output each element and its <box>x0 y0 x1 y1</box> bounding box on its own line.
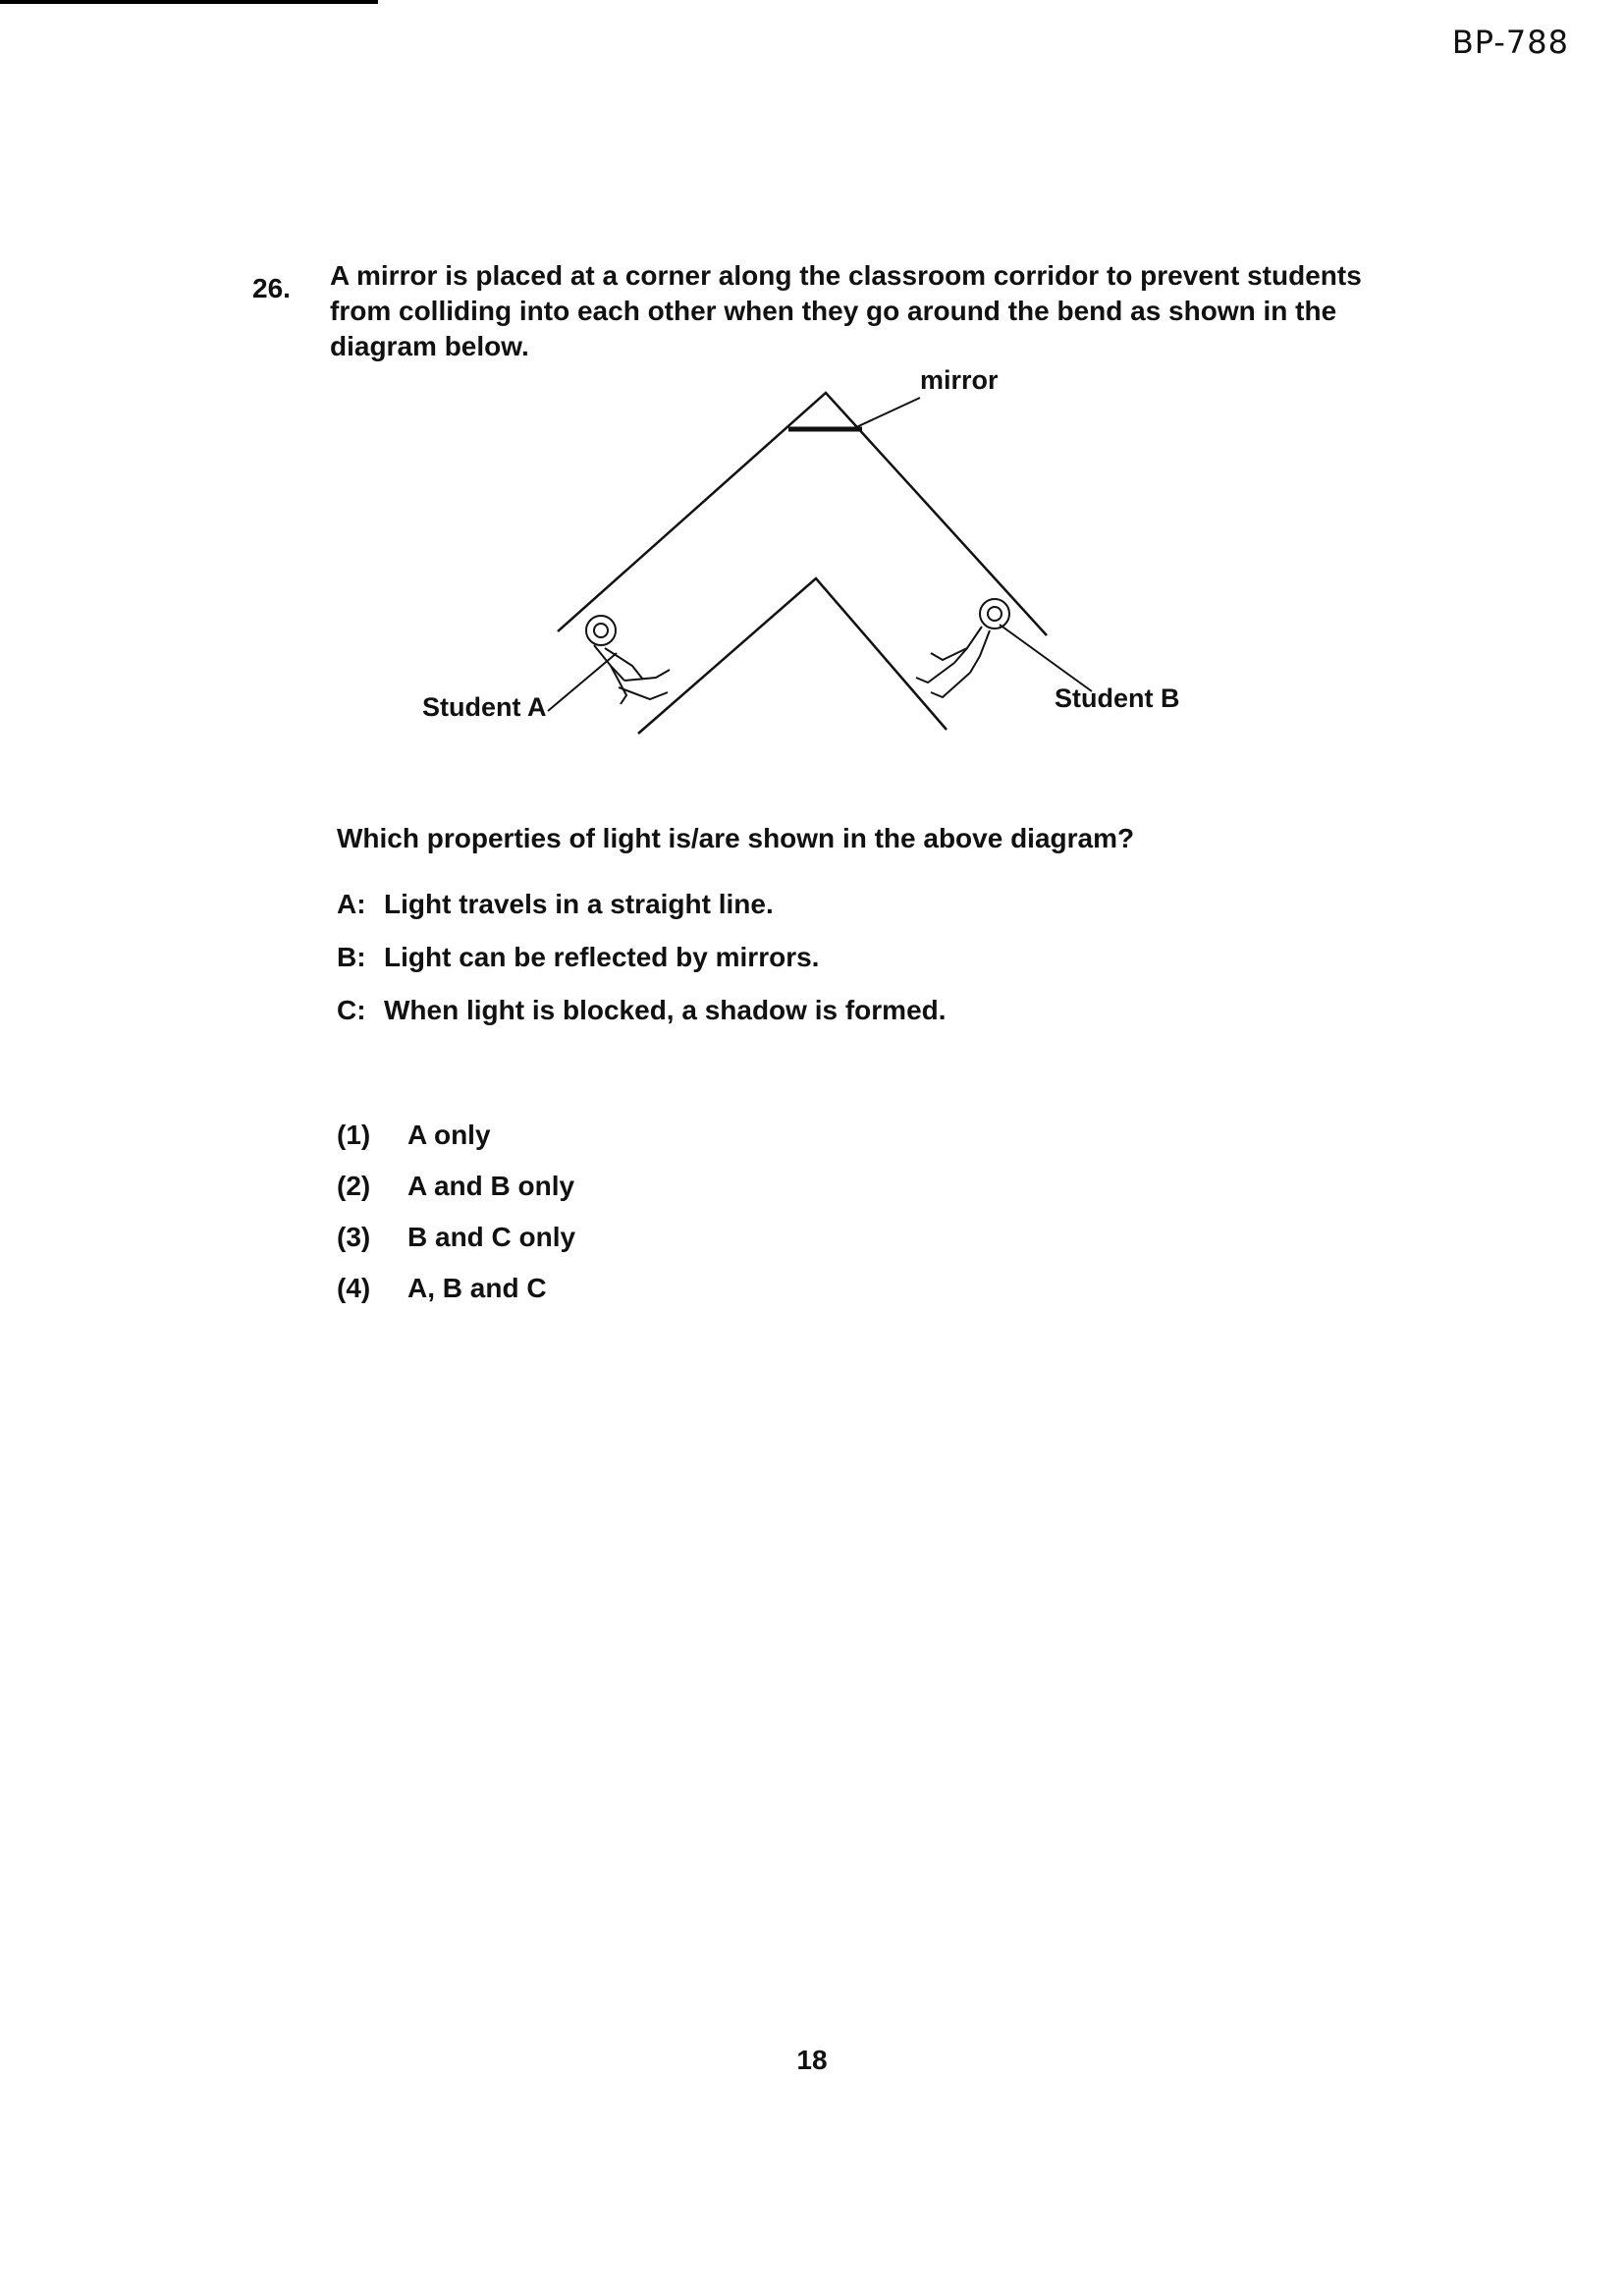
statement-b <box>337 942 947 995</box>
statement-text: Light can be reflected by mirrors. <box>384 942 820 972</box>
statement-a <box>337 889 947 942</box>
statement-text: Light travels in a straight line. <box>384 889 774 919</box>
student-b-label: Student B <box>1055 683 1180 713</box>
statement-key: B: <box>337 942 366 972</box>
statement-text: When light is blocked, a shadow is formed. <box>384 995 947 1025</box>
question-text: A mirror is placed at a corner along the classroom corridor to prevent students from colliding into each other when they go around the bend as shown in the diagram below. <box>330 260 1362 361</box>
top-rule <box>0 0 378 4</box>
student-b-figure <box>916 599 1009 697</box>
statement-list <box>337 889 947 1048</box>
option-1 <box>337 1120 575 1171</box>
option-text: A, B and C <box>407 1273 547 1303</box>
mirror-pointer <box>854 398 920 428</box>
option-2 <box>337 1171 575 1222</box>
student-a-pointer <box>548 653 617 711</box>
student-a-label: Student A <box>422 692 547 722</box>
statement-c <box>337 995 947 1048</box>
option-key: (2) <box>337 1171 371 1201</box>
option-key: (1) <box>337 1120 371 1150</box>
option-key: (4) <box>337 1273 371 1303</box>
corridor-diagram <box>393 354 1237 766</box>
paper-code: BP-788 <box>1451 24 1569 61</box>
page-number: 18 <box>796 2045 828 2075</box>
question-prompt: Which properties of light is/are shown in the above diagram? <box>337 823 1135 853</box>
option-text: A and B only <box>407 1171 575 1201</box>
question-number: 26. <box>252 273 291 303</box>
option-text: B and C only <box>407 1222 576 1252</box>
answer-options <box>337 1120 575 1324</box>
option-4 <box>337 1273 575 1324</box>
option-3 <box>337 1222 575 1273</box>
mirror-label: mirror <box>920 365 999 395</box>
statement-key: A: <box>337 889 366 919</box>
inner-wall <box>638 578 947 734</box>
option-key: (3) <box>337 1222 371 1252</box>
option-text: A only <box>407 1120 491 1150</box>
statement-key: C: <box>337 995 366 1025</box>
student-a-figure <box>586 616 670 704</box>
